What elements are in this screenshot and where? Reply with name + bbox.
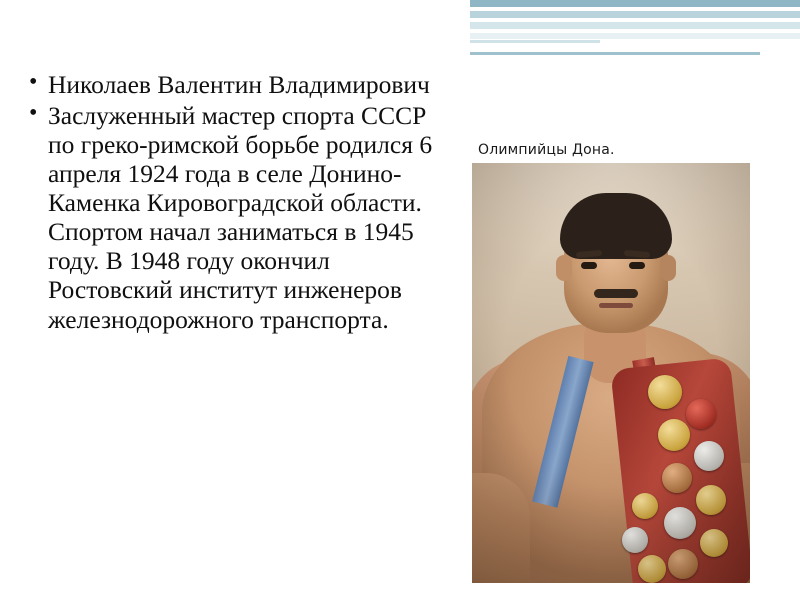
bullet-list (28, 70, 458, 334)
image-caption: Олимпийцы Дона. (478, 142, 615, 158)
photo-athlete-with-medals (472, 163, 750, 583)
stripe-3 (470, 11, 800, 18)
slide-body (28, 70, 458, 336)
header-rule (470, 52, 760, 55)
stripe-5 (470, 22, 800, 29)
header-rule-short (470, 40, 600, 43)
stripe-1 (470, 0, 800, 7)
photo-vignette (472, 163, 750, 583)
bullet-item: • Заслуженный мастер спорта СССР по греко-римской борьбе родился 6 апреля 1924 года в селе Донино-Каменка Кировоградской области. Спортом начал заниматься в 1945 году. В 1948 году окончил Ростовский институт инженеров железнодорожного транспорта. (28, 101, 458, 334)
bullet-item: • Николаев Валентин Владимирович (28, 70, 458, 99)
stripe-7 (470, 33, 800, 39)
